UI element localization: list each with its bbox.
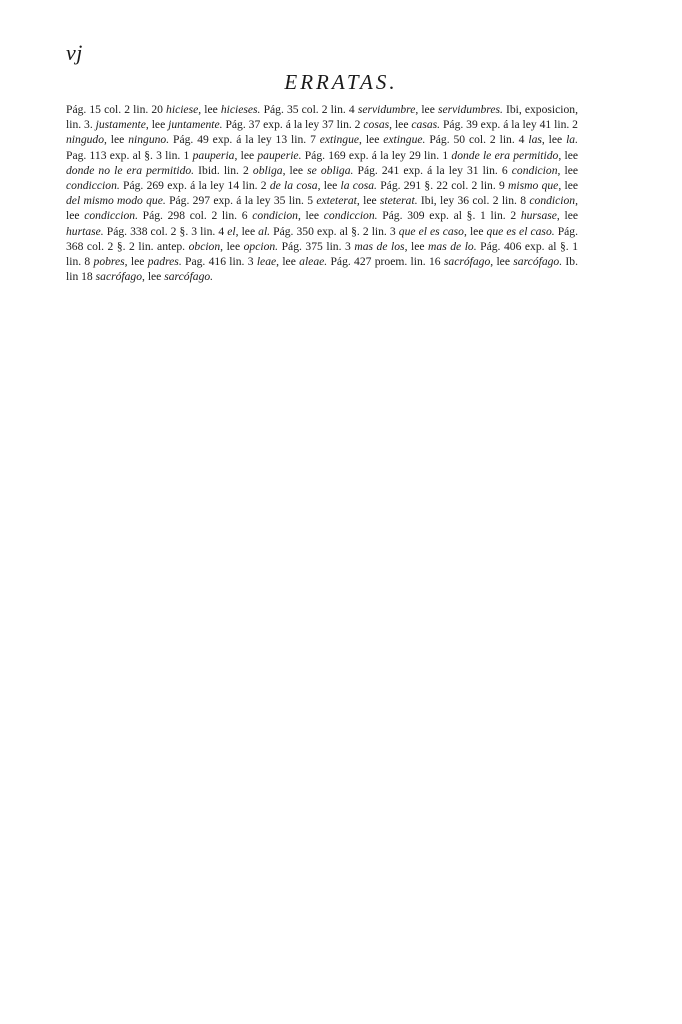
errata-term: condicion: [529, 194, 576, 208]
errata-term: leae: [256, 255, 277, 269]
errata-term: sarcófago.: [164, 270, 214, 284]
errata-reference: , lee: [558, 148, 578, 162]
errata-reference: Pág. 269 exp. á la ley 14 lin. 2: [119, 179, 270, 193]
page-number: vj: [66, 40, 83, 65]
errata-reference: , lee: [557, 163, 578, 177]
errata-reference: , lee: [235, 224, 259, 238]
errata-term: hursase: [520, 209, 557, 223]
errata-reference: Pag. 113 exp. al §. 3 lin. 1: [66, 148, 193, 162]
errata-reference: , lee: [415, 103, 438, 116]
errata-reference: , lee: [124, 255, 148, 269]
errata-reference: , lee: [356, 194, 380, 208]
errata-term: las: [528, 133, 542, 147]
errata-reference: Pág. 297 exp. á la ley 35 lin. 5: [165, 194, 317, 208]
errata-term: de la cosa: [269, 179, 318, 193]
errata-term: donde le era permitido: [451, 148, 559, 162]
errata-reference: , lee: [104, 133, 129, 147]
errata-term: sacrófago: [443, 255, 491, 269]
errata-reference: Pág. 309 exp. al §. 1 lin. 2: [377, 209, 521, 223]
errata-term: se obliga.: [307, 163, 354, 177]
errata-term: condiccion.: [84, 209, 138, 223]
errata-reference: Pág. 427 proem. lin. 16: [327, 255, 444, 269]
errata-term: sarcófago.: [513, 255, 563, 269]
errata-reference: Pág. 338 col. 2 §. 3 lin. 4: [103, 224, 228, 238]
errata-term: al.: [258, 224, 271, 238]
errata-term: ninguno.: [128, 133, 170, 147]
errata-reference: , lee: [66, 194, 578, 223]
errata-term: hicieses.: [220, 103, 261, 116]
errata-reference: Pág. 49 exp. á la ley 13 lin. 7: [169, 133, 320, 147]
errata-term: extingue: [319, 133, 360, 147]
errata-reference: , lee: [317, 179, 341, 193]
errata-term: mas de los: [354, 239, 405, 253]
errata-reference: , lee: [541, 133, 567, 147]
errata-term: ningudo: [66, 133, 105, 147]
errata-term: mismo que: [508, 179, 559, 193]
errata-reference: Pág. 375 lin. 3: [278, 239, 355, 253]
errata-term: exteterat: [316, 194, 357, 208]
errata-reference: Pág. 15 col. 2 lin. 20: [66, 103, 167, 116]
errata-reference: , lee: [558, 179, 578, 193]
errata-reference: , lee: [556, 209, 579, 223]
errata-term: condicion: [511, 163, 558, 177]
errata-reference: Pág. 169 exp. á la ley 29 lin. 1: [301, 148, 452, 162]
errata-reference: , lee: [463, 224, 487, 238]
errata-reference: Pág. 291 §. 22 col. 2 lin. 9: [376, 179, 509, 193]
errata-term: obliga: [252, 163, 283, 177]
errata-reference: , lee: [220, 239, 244, 253]
errata-term: que el es caso: [398, 224, 464, 238]
errata-term: servidumbre: [357, 103, 416, 116]
errata-reference: , lee: [490, 255, 514, 269]
errata-reference: , lee: [276, 255, 300, 269]
errata-reference: Pág. 50 col. 2 lin. 4: [425, 133, 529, 147]
errata-term: sacrófago: [95, 270, 143, 284]
errata-term: justamente: [95, 118, 146, 132]
errata-reference: Ibi, exposicion, lin. 3.: [66, 103, 578, 132]
errata-reference: , lee: [142, 270, 165, 284]
errata-term: pauperia: [192, 148, 235, 162]
errata-reference: Ibid. lin. 2: [194, 163, 253, 177]
errata-term: juntamente.: [168, 118, 223, 132]
errata-reference: Pág. 368 col. 2 §. 2 lin. antep.: [66, 224, 578, 253]
errata-reference: , lee: [282, 163, 308, 177]
errata-reference: , lee: [389, 118, 412, 132]
errata-reference: , lee: [234, 148, 258, 162]
errata-term: la cosa.: [340, 179, 377, 193]
errata-paragraph: [66, 102, 578, 284]
errata-reference: Pág. 35 col. 2 lin. 4: [260, 103, 358, 116]
errata-term: pobres: [93, 255, 125, 269]
errata-reference: Pág. 406 exp. al §. 1 lin. 8: [66, 239, 578, 269]
errata-reference: Ibi, ley 36 col. 2 lin. 8: [417, 194, 530, 208]
errata-reference: Pág. 39 exp. á la ley 41 lin. 2: [440, 118, 578, 132]
errata-term: servidumbres.: [437, 103, 503, 116]
errata-heading: ERRATAS.: [284, 70, 398, 94]
errata-term: condiccion.: [323, 209, 378, 223]
errata-reference: Pág. 241 exp. á la ley 31 lin. 6: [353, 163, 512, 177]
errata-term: cosas: [363, 118, 390, 132]
errata-term: condicion: [252, 209, 298, 223]
errata-reference: , lee: [297, 209, 324, 223]
errata-term: la.: [566, 133, 578, 147]
errata-reference: , lee: [198, 103, 221, 116]
errata-term: casas.: [411, 118, 441, 132]
errata-term: padres.: [147, 255, 182, 269]
errata-reference: Pág. 350 exp. al §. 2 lin. 3: [270, 224, 399, 238]
errata-term: donde no le era permitido.: [66, 163, 195, 177]
errata-reference: Pág. 298 col. 2 lin. 6: [137, 209, 253, 223]
errata-term: del mismo modo que.: [66, 194, 166, 208]
errata-reference: Pag. 416 lin. 3: [181, 255, 257, 269]
errata-reference: , lee: [359, 133, 384, 147]
errata-term: aleae.: [299, 255, 328, 269]
errata-term: condiccion.: [66, 179, 120, 193]
errata-term: hiciese: [166, 103, 199, 116]
errata-term: que es el caso.: [486, 224, 555, 238]
errata-term: extingue.: [383, 133, 426, 147]
errata-reference: Ib. lin 18: [66, 255, 578, 284]
errata-reference: , lee: [145, 118, 169, 132]
errata-term: pauperie.: [257, 148, 302, 162]
errata-term: mas de lo.: [428, 239, 477, 253]
errata-term: hurtase.: [66, 224, 104, 238]
errata-term: opcion.: [243, 239, 279, 253]
errata-term: el: [227, 224, 236, 238]
errata-term: obcion: [188, 239, 221, 253]
errata-term: steterat.: [379, 194, 418, 208]
errata-reference: , lee: [404, 239, 429, 253]
errata-reference: Pág. 37 exp. á la ley 37 lin. 2: [222, 118, 364, 132]
